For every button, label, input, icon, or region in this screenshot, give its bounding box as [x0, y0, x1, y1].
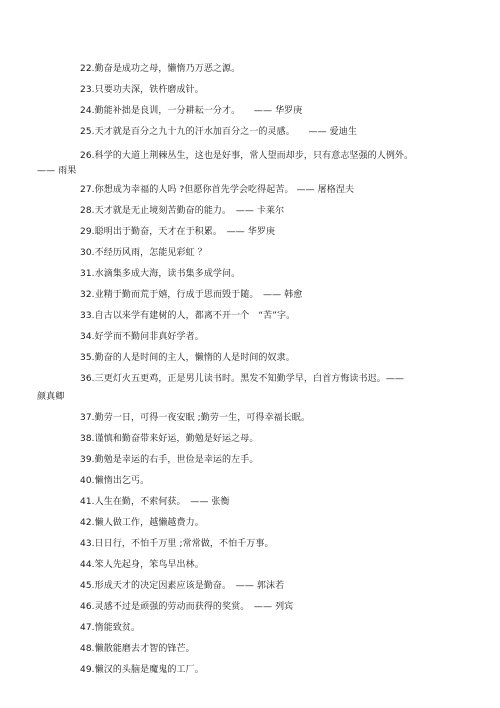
- text-line-26: 26.科学的大道上荆棘丛生，这也是好事，常人望而却步，只有意志坚强的人例外。: [80, 151, 414, 161]
- text-line-25: 25.天才就是百分之九十九的汗水加百分之一的灵感。 —— 爱迪生: [80, 127, 357, 137]
- text-line-41: 41.人生在勤，不索何获。 —— 张衡: [80, 497, 230, 507]
- text-line-48: 48.懒散能磨去才智的锋芒。: [80, 644, 195, 654]
- text-line-45: 45.形成天才的决定因素应该是勤奋。 —— 郭沫若: [80, 581, 285, 591]
- text-line-34: 34.好学而不勤问非真好学者。: [80, 332, 204, 342]
- text-line-36: 36.三更灯火五更鸡，正是男儿读书时。黑发不知勤学早，白首方悔读书迟。——: [80, 374, 405, 384]
- text-line-42: 42.懒人做工作，越懒越费力。: [80, 518, 204, 528]
- text-line-32: 32.业精于勤而荒于嬉，行成于思而毁于随。 —— 韩愈: [80, 290, 303, 300]
- text-line-37: 37.勤劳一日，可得一夜安眠 ;勤劳一生，可得幸福长眠。: [80, 413, 311, 423]
- text-line-44: 44.笨人先起身，笨鸟早出林。: [80, 560, 204, 570]
- text-line-46: 46.灵感不过是顽强的劳动而获得的奖赏。 —— 列宾: [80, 602, 294, 612]
- text-line-36-continued: 颜真卿: [37, 392, 65, 402]
- text-line-49: 49.懒汉的头脑是魔鬼的工厂。: [80, 665, 204, 675]
- text-line-28: 28.天才就是无止境刻苦勤奋的能力。 —— 卡莱尔: [80, 206, 285, 216]
- text-line-47: 47.惰能致贫。: [80, 623, 141, 633]
- text-line-35: 35.勤奋的人是时间的主人，懒惰的人是时间的奴隶。: [80, 353, 295, 363]
- text-line-27: 27.你想成为幸福的人吗 ?但愿你首先学会吃得起苦。 —— 屠格涅夫: [80, 185, 355, 195]
- text-line-22: 22.勤奋是成功之母，懒惰乃万恶之源。: [80, 64, 241, 74]
- text-line-33: 33.自古以来学有建树的人，都离不开一个 “苦”字。: [80, 311, 296, 321]
- text-line-43: 43.日日行，不怕千万里 ;常常做，不怕千万事。: [80, 539, 274, 549]
- text-line-30: 30.不经历风雨，怎能见彩虹 ？: [80, 248, 207, 258]
- text-line-38: 38.谨慎和勤奋带来好运，勤勉是好运之母。: [80, 434, 259, 444]
- text-line-29: 29.聪明出于勤奋，天才在于积累。 —— 华罗庚: [80, 227, 276, 237]
- text-line-26-continued: —— 雨果: [37, 166, 77, 176]
- text-line-23: 23.只要功夫深，铁杵磨成针。: [80, 85, 204, 95]
- text-line-39: 39.勤勉是幸运的右手，世俭是幸运的左手。: [80, 455, 259, 465]
- text-line-40: 40.懒惰出乞丐。: [80, 476, 150, 486]
- text-line-31: 31.水滴集多成大海，读书集多成学问。: [80, 269, 241, 279]
- text-line-24: 24.勤能补拙是良训，一分耕耘一分才。 —— 华罗庚: [80, 106, 303, 116]
